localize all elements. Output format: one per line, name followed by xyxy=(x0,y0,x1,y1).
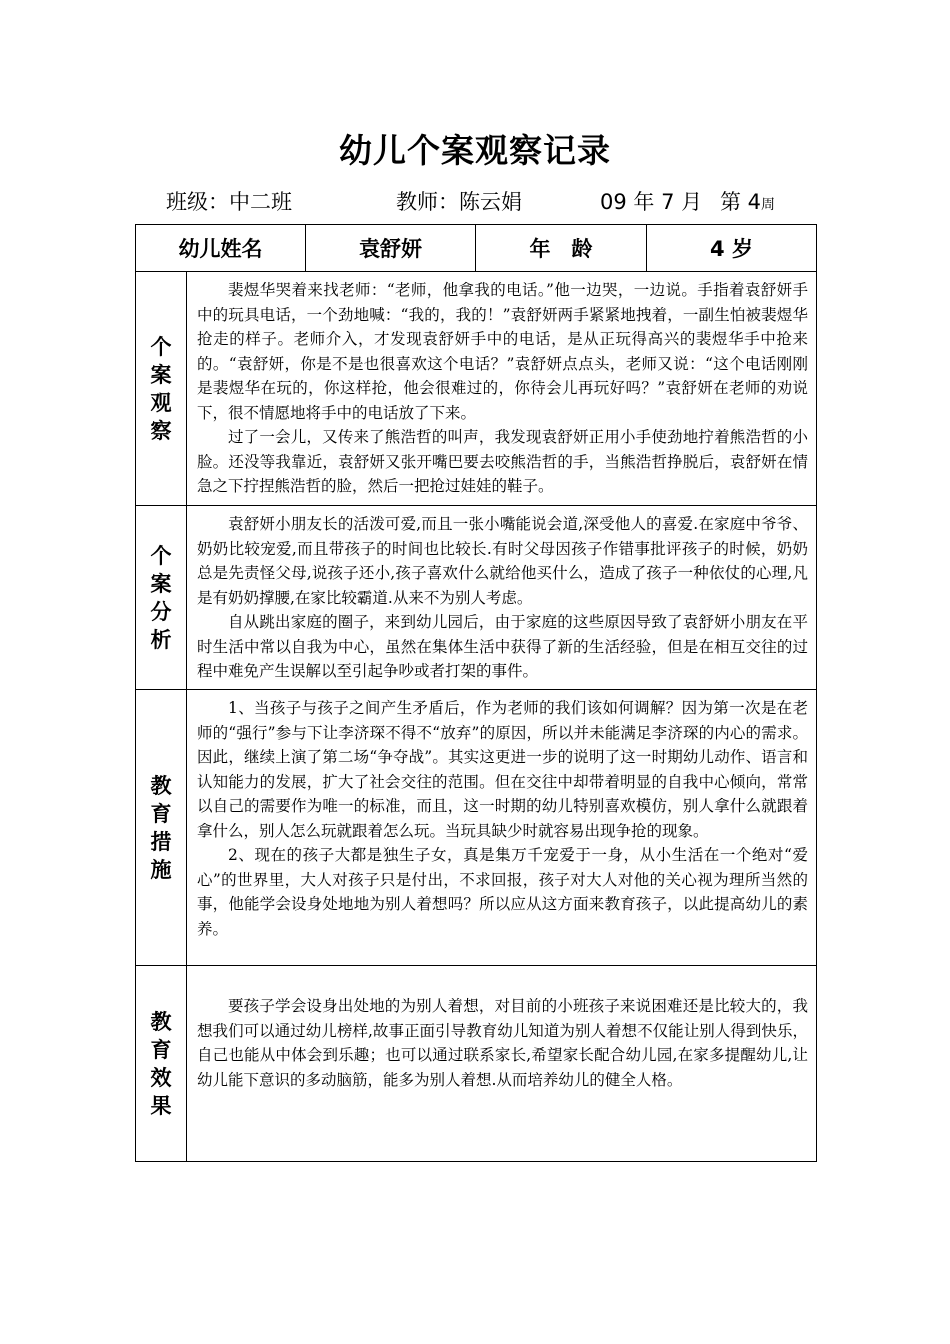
date-info: 09 年 7 月 xyxy=(600,190,703,214)
week-number: 第 4 xyxy=(720,190,762,214)
age-value: 4 岁 xyxy=(647,225,817,272)
age-label: 年 龄 xyxy=(476,225,647,272)
effect-row xyxy=(136,966,817,1162)
info-line xyxy=(160,184,860,216)
measures-row xyxy=(136,690,817,966)
paragraph: 裴煜华哭着来找老师：“老师，他拿我的电话。”他一边哭，一边说。手指着袁舒妍手中的玩具电话，一个劲地喊：“我的，我的！”袁舒妍两手紧紧地拽着，一副生怕被裴煜华抢走的样子。老师介入，才发现袁舒妍手中的电话，是从正玩得高兴的裴煜华手中抢来的。“袁舒妍，你是不是也很喜欢这个电话？”袁舒妍点点头，老师又说：“这个电话刚刚是裴煜华在玩的，你这样抢，他会很难过的，你待会儿再玩好吗？”袁舒妍在老师的劝说下，很不情愿地将手中的电话放了下来。 xyxy=(197,281,808,422)
paragraph: 自从跳出家庭的圈子，来到幼儿园后，由于家庭的这些原因导致了袁舒妍小朋友在平时生活中常以自我为中心，虽然在集体生活中获得了新的生活经验，但是在相互交往的过程中难免产生误解以至引起争吵或者打架的事件。 xyxy=(197,613,808,680)
analysis-row xyxy=(136,506,817,690)
name-label: 幼儿姓名 xyxy=(136,225,306,272)
observation-label: 个案观察 xyxy=(136,272,187,506)
measures-content xyxy=(187,690,817,966)
measures-label: 教育措施 xyxy=(136,690,187,966)
name-value: 袁舒妍 xyxy=(306,225,476,272)
paragraph: 袁舒妍小朋友长的活泼可爱,而且一张小嘴能说会道,深受他人的喜爱.在家庭中爷爷、奶奶比较宠爱,而且带孩子的时间也比较长.有时父母因孩子作错事批评孩子的时候，奶奶总是先责怪父母,说孩子还小,孩子喜欢什么就给他买什么，造成了孩子一种依仗的心理,凡是有奶奶撑腰,在家比较霸道.从来不为别人考虑。 xyxy=(197,515,808,607)
paragraph: 过了一会儿，又传来了熊浩哲的叫声，我发现袁舒妍正用小手使劲地拧着熊浩哲的小脸。还没等我靠近，袁舒妍又张开嘴巴要去咬熊浩哲的手，当熊浩哲挣脱后，袁舒妍在情急之下拧捏熊浩哲的脸，然后一把抢过娃娃的鞋子。 xyxy=(197,428,808,495)
header-row xyxy=(136,225,817,272)
effect-label: 教育效果 xyxy=(136,966,187,1162)
paragraph: 要孩子学会设身出处地的为别人着想，对目前的小班孩子来说困难还是比较大的，我想我们可以通过幼儿榜样,故事正面引导教育幼儿知道为别人着想不仅能让别人得到快乐，自己也能从中体会到乐趣；也可以通过联系家长,希望家长配合幼儿园,在家多提醒幼儿,让幼儿能下意识的多动脑筋，能多为别人着想.从而培养幼儿的健全人格。 xyxy=(197,997,808,1089)
observation-content xyxy=(187,272,817,506)
record-table xyxy=(135,224,817,1162)
week-unit: 周 xyxy=(761,197,776,213)
analysis-content xyxy=(187,506,817,690)
page-title: 幼儿个案观察记录 xyxy=(339,131,611,170)
paragraph: 2、现在的孩子大都是独生子女，真是集万千宠爱于一身，从小生活在一个绝对“爱心”的世界里，大人对孩子只是付出，不求回报，孩子对大人对他的关心视为理所当然的事，他能学会设身处地地为别人着想吗？所以应从这方面来教育孩子，以此提高幼儿的素养。 xyxy=(197,846,808,938)
effect-content xyxy=(187,966,817,1162)
week-info xyxy=(720,186,775,216)
observation-row xyxy=(136,272,817,506)
paragraph: 1、当孩子与孩子之间产生矛盾后，作为老师的我们该如何调解？因为第一次是在老师的“强行”参与下让李济琛不得不“放弃”的原因，所以并未能满足李济琛的内心的需求。因此，继续上演了第二场“争夺战”。其实这更进一步的说明了这一时期幼儿动作、语言和认知能力的发展，扩大了社会交往的范围。但在交往中却带着明显的自我中心倾向，常常以自己的需要作为唯一的标准，而且，这一时期的幼儿特别喜欢模仿，别人拿什么就跟着拿什么，别人怎么玩就跟着怎么玩。当玩具缺少时就容易出现争抢的现象。 xyxy=(197,699,808,840)
teacher-info: 教师：陈云娟 xyxy=(396,190,522,214)
class-info: 班级：中二班 xyxy=(166,190,292,214)
analysis-label: 个案分析 xyxy=(136,506,187,690)
